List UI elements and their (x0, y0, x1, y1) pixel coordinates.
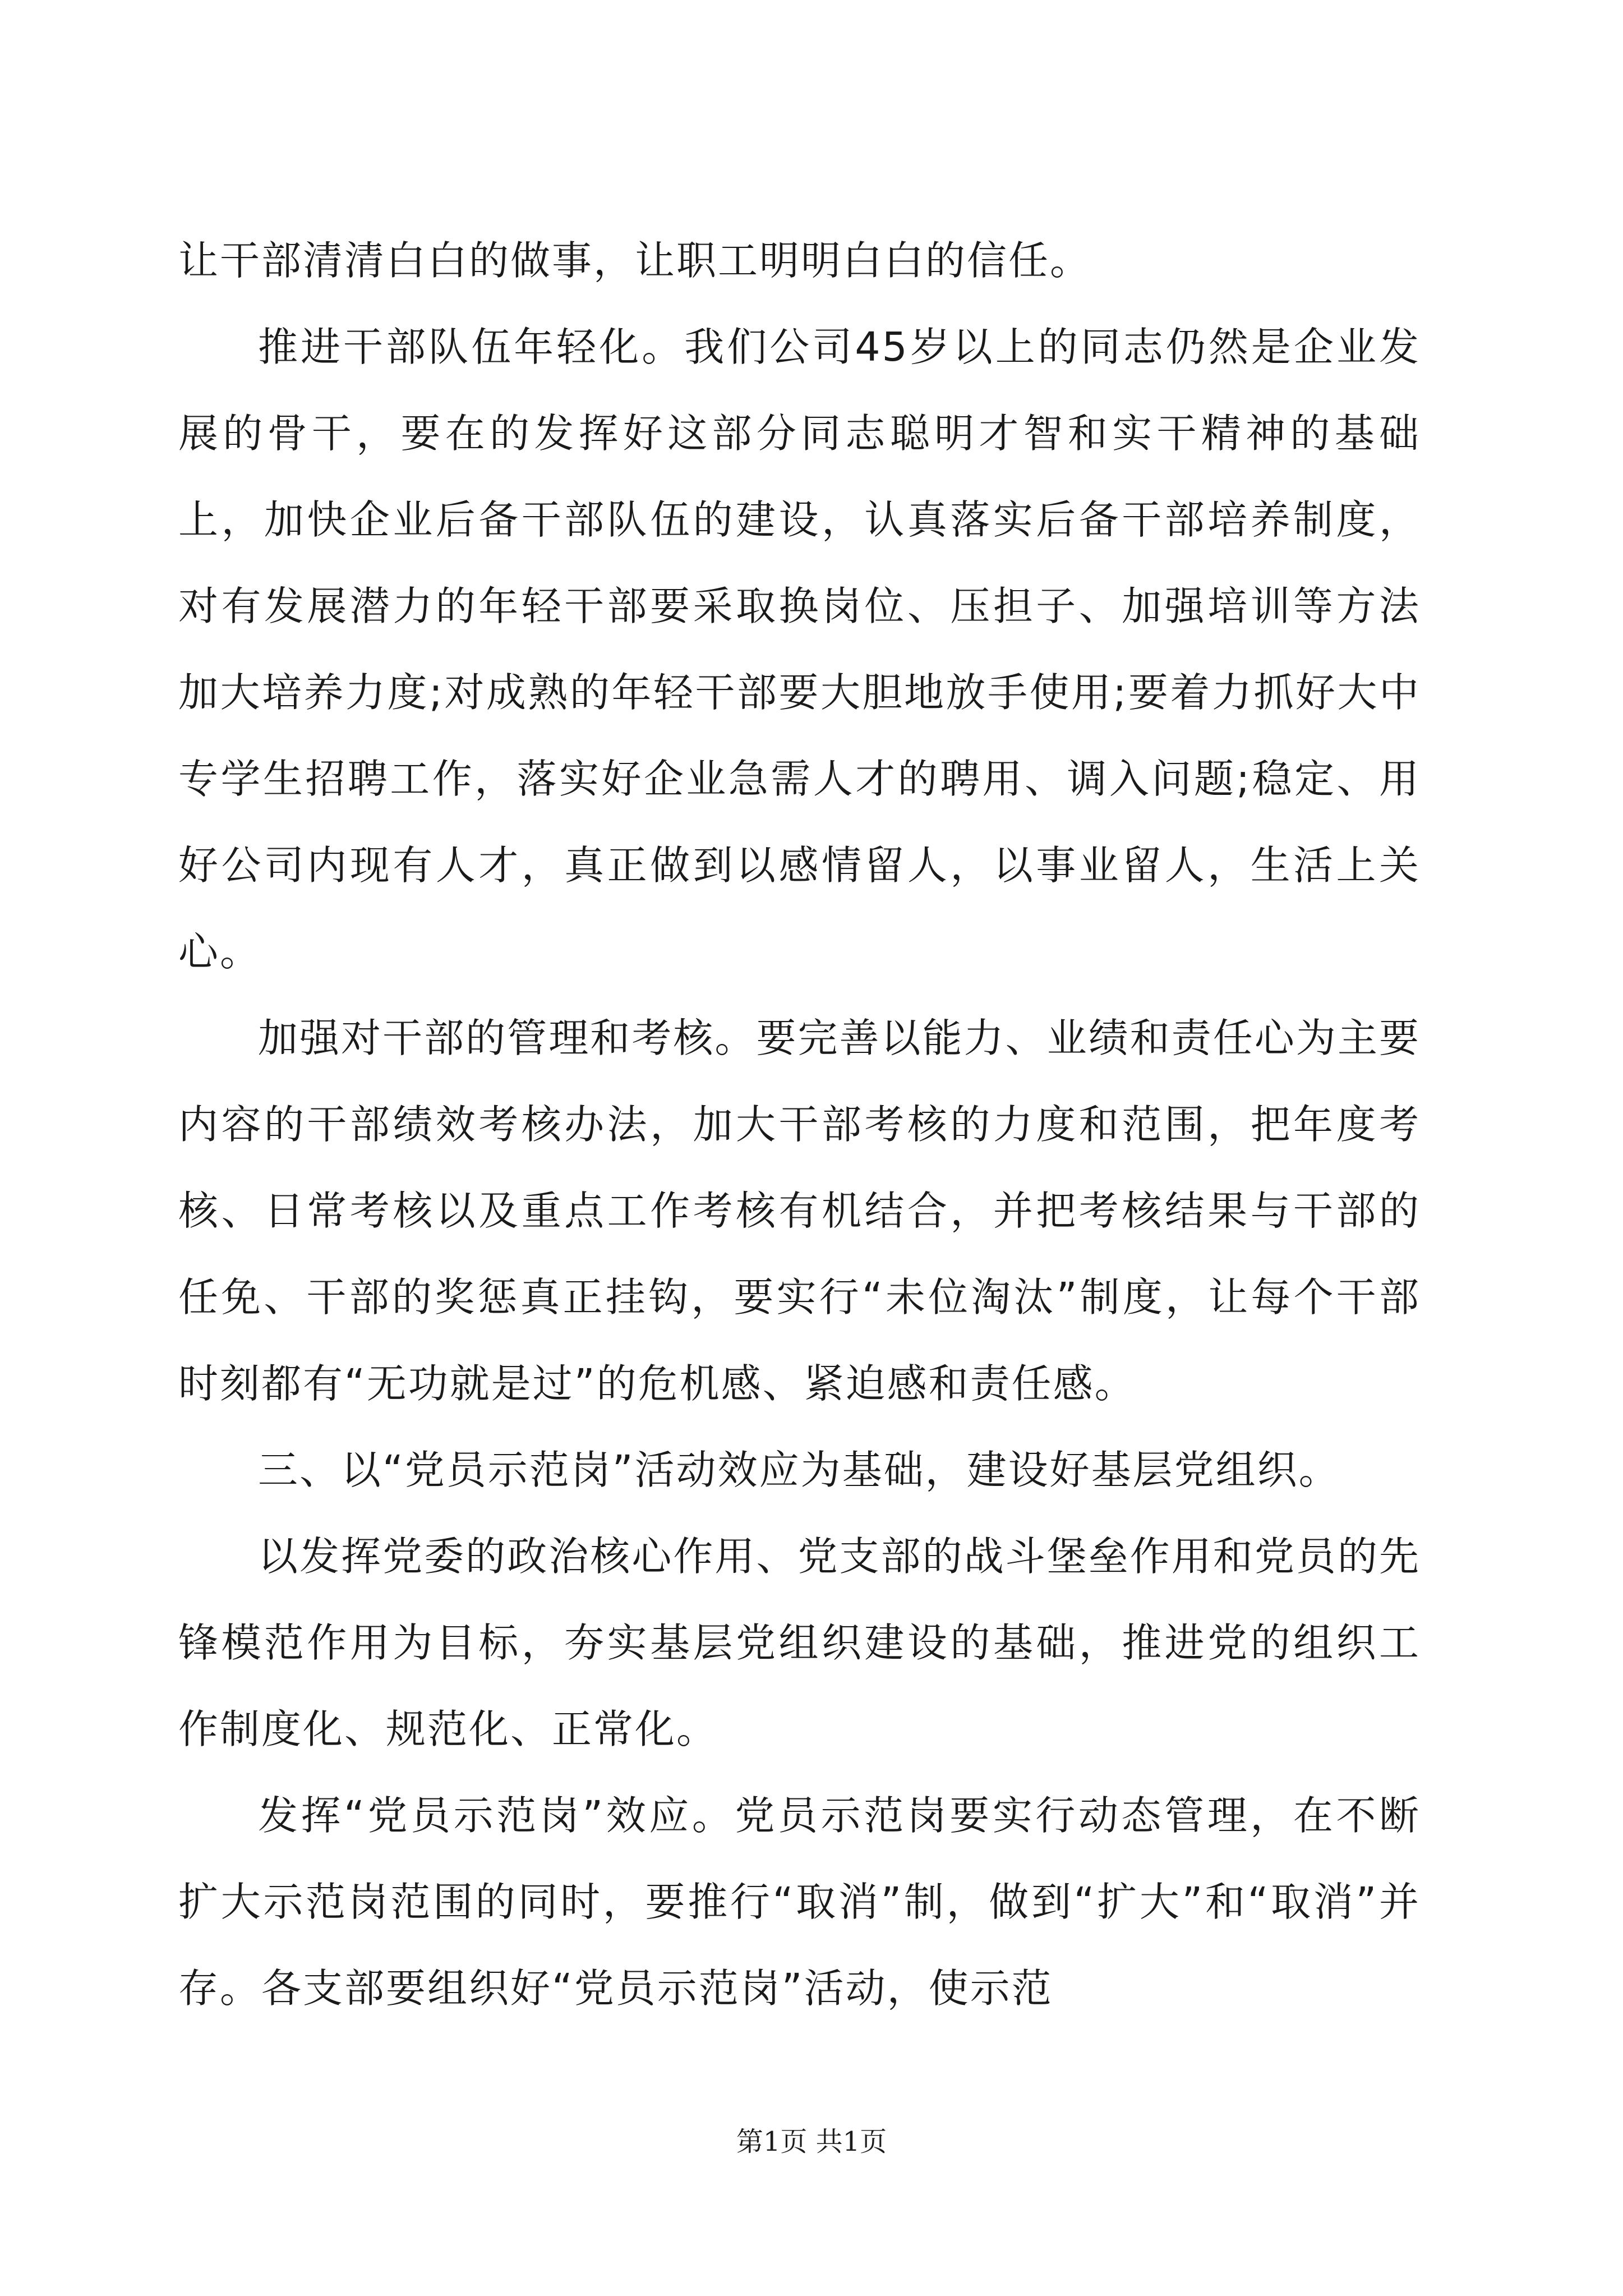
paragraph-1: 让干部清清白白的做事，让职工明明白白的信任。 (178, 237, 1092, 284)
paragraph-3: 加强对干部的管理和考核。要完善以能力、业绩和责任心为主要内容的干部绩效考核办法，加大干部考核的力度和范围，把年度考核、日常考核以及重点工作考核有机结合，并把考核结果与干部的任免、干部的奖惩真正挂钩，要实行“未位淘汰”制度，让每个干部时刻都有“无功就是过”的危机感、紧迫感和责任感。 (178, 1015, 1421, 1407)
document-body (178, 218, 1421, 2032)
paragraph-5: 发挥“党员示范岗”效应。党员示范岗要实行动态管理，在不断扩大示范岗范围的同时，要推行“取消”制，做到“扩大”和“取消”并存。各支部要组织好“党员示范岗”活动，使示范 (178, 1792, 1421, 2012)
paragraph-2: 推进干部队伍年轻化。我们公司45岁以上的同志仍然是企业发展的骨干，要在的发挥好这部分同志聪明才智和实干精神的基础上，加快企业后备干部队伍的建设，认真落实后备干部培养制度，对有发展潜力的年轻干部要采取换岗位、压担子、加强培训等方法加大培养力度;对成熟的年轻干部要大胆地放手使用;要着力抓好大中专学生招聘工作，落实好企业急需人才的聘用、调入问题;稳定、用好公司内现有人才，真正做到以感情留人，以事业留人，生活上关心。 (178, 324, 1421, 975)
section-heading: 三、以“党员示范岗”活动效应为基础，建设好基层党组织。 (258, 1447, 1340, 1493)
page-footer: 第1页 共1页 (736, 2126, 887, 2157)
paragraph-4: 以发挥党委的政治核心作用、党支部的战斗堡垒作用和党员的先锋模范作用为目标，夯实基层党组织建设的基础，推进党的组织工作制度化、规范化、正常化。 (178, 1533, 1421, 1752)
